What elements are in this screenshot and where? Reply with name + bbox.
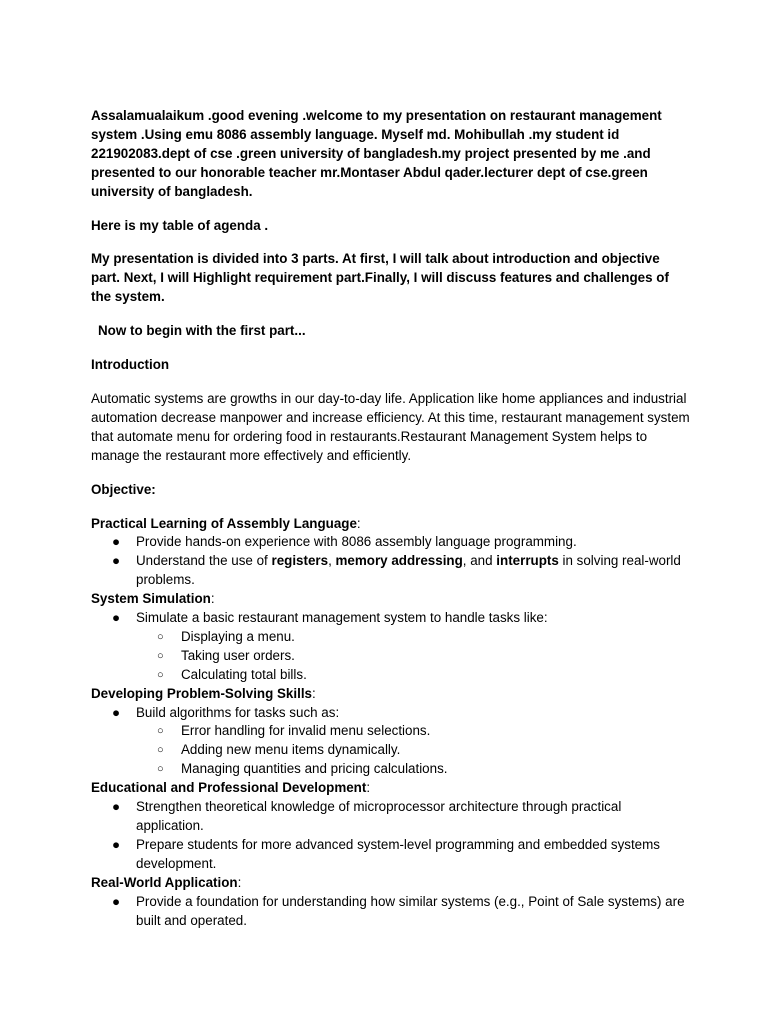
item-text-sep: , xyxy=(328,553,336,569)
bullet-list xyxy=(91,798,691,874)
bullet-icon: ● xyxy=(112,553,121,569)
sub-bullet-list xyxy=(136,722,691,779)
section-title: System Simulation xyxy=(91,591,211,607)
item-text: Prepare students for more advanced system-level programming and embedded systems development. xyxy=(136,836,660,871)
list-item xyxy=(91,533,691,552)
begin-line: Now to begin with the first part... xyxy=(98,323,306,339)
list-item xyxy=(91,836,691,874)
colon: : xyxy=(312,685,316,701)
section-heading-practical xyxy=(91,515,691,534)
section-heading-simulation xyxy=(91,590,691,609)
introduction-heading: Introduction xyxy=(91,357,170,373)
colon: : xyxy=(356,515,361,531)
item-text: Provide hands-on experience with 8086 assembly language programming. xyxy=(136,534,577,550)
colon: : xyxy=(210,591,215,607)
document-content xyxy=(91,107,691,930)
bullet-icon: ● xyxy=(112,534,121,550)
sub-item-text: Calculating total bills. xyxy=(181,666,307,682)
hollow-bullet-icon: ○ xyxy=(157,725,164,738)
bullet-list xyxy=(91,609,691,685)
section-title: Practical Learning of Assembly Language xyxy=(91,515,357,531)
hollow-bullet-icon: ○ xyxy=(157,668,164,681)
keyword-interrupts: interrupts xyxy=(496,553,559,569)
sub-item-text: Taking user orders. xyxy=(181,647,295,663)
colon: : xyxy=(237,874,242,890)
sub-item-text: Error handling for invalid menu selections. xyxy=(181,723,431,739)
sub-list-item xyxy=(91,666,691,685)
sub-item-text: Managing quantities and pricing calculations. xyxy=(181,761,448,777)
item-text-sep: , and xyxy=(462,553,497,569)
bullet-icon: ● xyxy=(112,893,121,909)
section-title: Real-World Application xyxy=(91,874,238,890)
list-item xyxy=(91,893,691,931)
agenda-line: Here is my table of agenda . xyxy=(91,217,269,233)
list-item xyxy=(91,704,691,780)
sub-list-item xyxy=(91,647,691,666)
introduction-body: Automatic systems are growths in our day-to-day life. Application like home appliances and industrial automation decrease manpower and increase efficiency. At this time, restaurant management system that automate menu for ordering food in restaurants.Restaurant Management System helps to manage the restaurant more effectively and efficiently. xyxy=(91,390,690,463)
sub-list-item xyxy=(91,722,691,741)
colon: : xyxy=(366,780,371,796)
greeting-paragraph: Assalamualaikum .good evening .welcome to my presentation on restaurant management system .Using emu 8086 assembly language. Myself md. Mohibullah .my student id 221902083.dept of cse .green university of bangladesh.my project presented by me .and presented to our honorable teacher mr.Montaser Abdul qader.lecturer dept of cse.green university of bangladesh. xyxy=(91,108,662,199)
item-text-post: in solving real-world problems. xyxy=(136,553,681,588)
bullet-icon: ● xyxy=(112,704,121,720)
parts-paragraph: My presentation is divided into 3 parts. At first, I will talk about introduction and objective part. Next, I will Highlight requirement part.Finally, I will discuss features and challenges of the system. xyxy=(91,251,669,305)
section-title: Educational and Professional Development xyxy=(91,780,367,796)
item-text: Strengthen theoretical knowledge of microprocessor architecture through practical application. xyxy=(136,799,622,833)
hollow-bullet-icon: ○ xyxy=(157,744,164,757)
item-text: Provide a foundation for understanding how similar systems (e.g., Point of Sale systems) are built and operated. xyxy=(136,893,685,928)
bullet-icon: ● xyxy=(112,610,121,626)
list-item xyxy=(91,798,691,836)
objective-heading: Objective: xyxy=(91,481,156,497)
sub-item-text: Adding new menu items dynamically. xyxy=(181,742,401,758)
bullet-list xyxy=(91,893,691,931)
hollow-bullet-icon: ○ xyxy=(157,630,164,643)
sub-list-item xyxy=(91,760,691,779)
bullet-icon: ● xyxy=(112,836,121,852)
section-heading-educational xyxy=(91,779,691,798)
item-text: Simulate a basic restaurant management system to handle tasks like: xyxy=(136,610,548,626)
keyword-memory-addressing: memory addressing xyxy=(335,553,463,569)
hollow-bullet-icon: ○ xyxy=(157,649,164,662)
section-title: Developing Problem-Solving Skills xyxy=(91,685,312,701)
list-item xyxy=(91,609,691,685)
hollow-bullet-icon: ○ xyxy=(157,763,164,776)
sub-bullet-list xyxy=(136,628,691,685)
bullet-list xyxy=(91,533,691,590)
item-text-pre: Understand the use of xyxy=(136,553,272,569)
bullet-icon: ● xyxy=(112,799,121,815)
section-heading-problem-solving xyxy=(91,685,691,704)
keyword-registers: registers xyxy=(271,553,329,569)
list-item xyxy=(91,552,691,590)
bullet-list xyxy=(91,704,691,780)
sub-list-item xyxy=(91,628,691,647)
sub-list-item xyxy=(91,741,691,760)
item-text: Build algorithms for tasks such as: xyxy=(136,704,340,720)
sub-item-text: Displaying a menu. xyxy=(181,628,295,644)
section-heading-real-world xyxy=(91,874,691,893)
